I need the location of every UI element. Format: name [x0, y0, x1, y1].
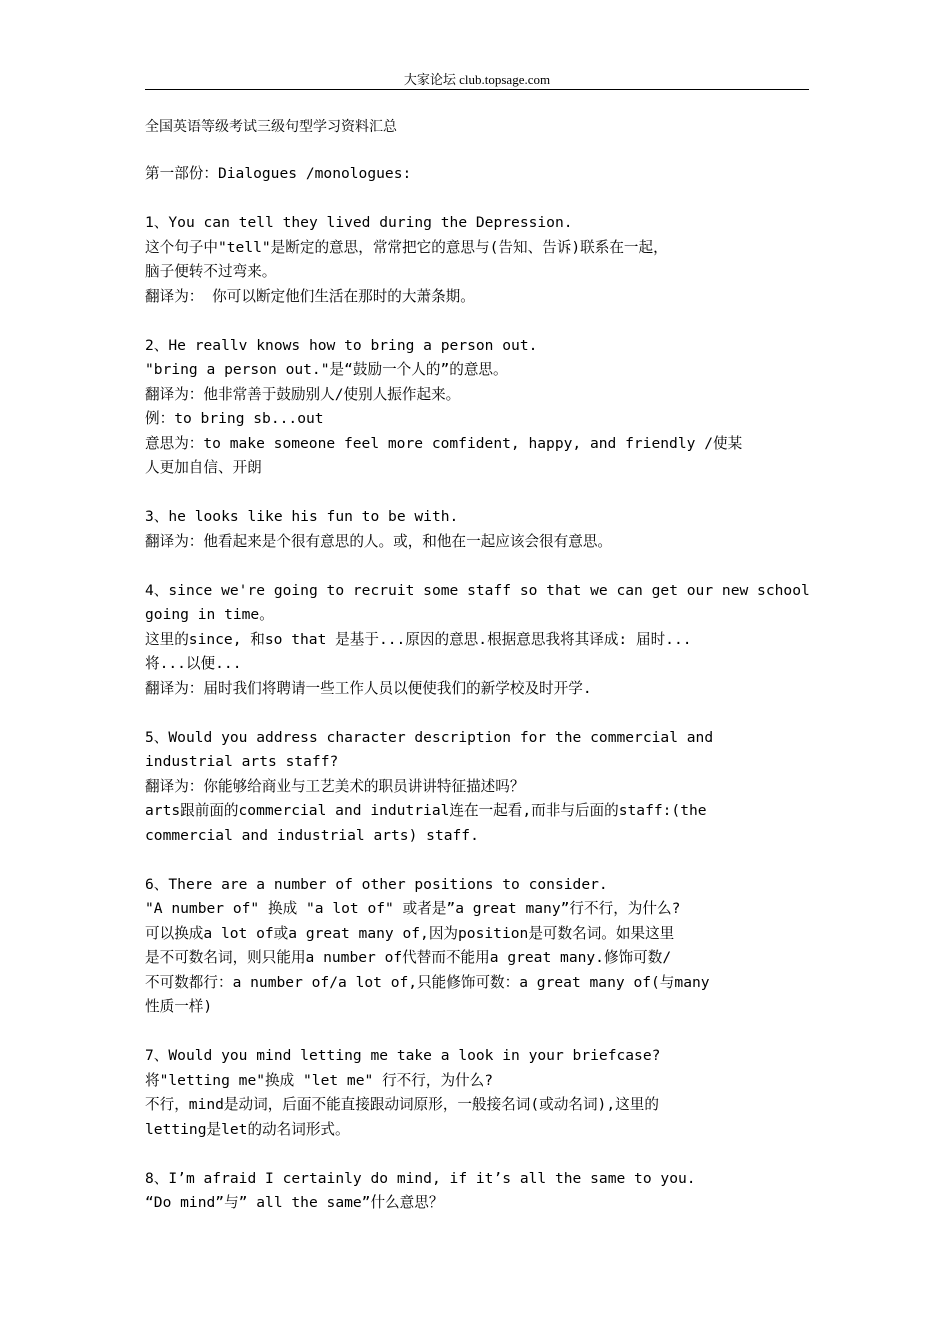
text-line: "bring a person out."是“鼓励一个人的”的意思。 [145, 361, 508, 378]
text-line: 可以换成a lot of或a great many of,因为position是可数名词。如果这里 [145, 924, 675, 942]
text-line: 5、Would you address character description for the commercial and [145, 728, 714, 746]
section-heading [145, 162, 811, 187]
text-line: 将...以便... [145, 655, 242, 672]
document-title: 全国英语等级考试三级句型学习资料汇总 [145, 120, 397, 135]
text-line: letting是let的动名词形式。 [145, 1120, 350, 1138]
paragraph [145, 726, 811, 849]
paragraph-gap [145, 309, 811, 334]
paragraph-gap [145, 701, 811, 726]
text-line: 第一部份：Dialogues /monologues: [145, 165, 412, 182]
text-line: 不可数都行：a number of/a lot of,只能修饰可数：a great many of(与many [145, 973, 710, 991]
paragraph [145, 1167, 811, 1216]
paragraph-gap [145, 187, 811, 212]
text-line: 这个句子中"tell"是断定的意思，常常把它的意思与(告知、告诉)联系在一起， [145, 238, 668, 256]
text-line: 例：to bring sb...out [145, 410, 324, 427]
paragraph [145, 505, 811, 554]
text-line: 翻译为：他非常善于鼓励别人/使别人振作起来。 [145, 385, 461, 403]
text-line: commercial and industrial arts) staff. [145, 826, 479, 844]
text-line: 人更加自信、开朗 [145, 459, 262, 476]
paragraph [145, 873, 811, 1020]
text-line: 6、There are a number of other positions to consider. [145, 875, 608, 893]
paragraph [145, 334, 811, 481]
text-line: 翻译为：你能够给商业与工艺美术的职员讲讲特征描述吗？ [145, 777, 525, 795]
text-line: 不行，mind是动词，后面不能直接跟动词原形，一般接名词(或动名词),这里的 [145, 1096, 659, 1113]
text-line: 8、I’m afraid I certainly do mind, if it’s all the same to you. [145, 1169, 696, 1187]
text-line: 是不可数名词，则只能用a number of代替而不能用a great many.修饰可数/ [145, 949, 672, 966]
paragraph [145, 579, 811, 702]
text-line: 1、You can tell they lived during the Depression. [145, 214, 573, 231]
document-body [145, 162, 811, 1216]
paragraph-gap [145, 848, 811, 873]
text-line: "A number of" 换成 "a lot of" 或者是”a great many”行不行，为什么? [145, 900, 681, 917]
text-line: 3、he looks like his fun to be with. [145, 508, 459, 525]
paragraph-gap [145, 1142, 811, 1167]
text-line: industrial arts staff? [145, 753, 339, 770]
paragraph-gap [145, 554, 811, 579]
text-line: going in time。 [145, 606, 274, 623]
text-line: 2、He reallv knows how to bring a person out. [145, 336, 538, 354]
paragraph [145, 211, 811, 309]
text-line: 翻译为：他看起来是个很有意思的人。或，和他在一起应该会很有意思。 [145, 532, 613, 550]
text-line: 7、Would you mind letting me take a look in your briefcase? [145, 1047, 661, 1064]
text-line: 将"letting me"换成 "let me" 行不行，为什么? [145, 1071, 494, 1089]
text-line: 翻译为：届时我们将聘请一些工作人员以便使我们的新学校及时开学. [145, 679, 592, 697]
text-line: 翻译为： 你可以断定他们生活在那时的大萧条期。 [145, 287, 475, 305]
paragraph-gap [145, 481, 811, 506]
paragraph-gap [145, 1020, 811, 1045]
text-line: arts跟前面的commercial and indutrial连在一起看,而非与后面的staff:(the [145, 802, 707, 819]
text-line: 脑子便转不过弯来。 [145, 263, 277, 280]
text-line: 性质一样) [145, 998, 213, 1015]
text-line: 这里的since, 和so that 是基于...原因的意思.根据意思我将其译成: 届时... [145, 630, 692, 648]
text-line: 意思为：to make someone feel more comfident, happy, and friendly /使某 [145, 434, 743, 452]
paragraph [145, 1044, 811, 1142]
text-line: 4、since we're going to recruit some staff so that we can get our new school [145, 581, 810, 599]
page-header: 大家论坛 club.topsage.com [403, 72, 551, 87]
text-line: “Do mind”与” all the same”什么意思？ [145, 1194, 444, 1211]
header-divider [145, 89, 809, 90]
